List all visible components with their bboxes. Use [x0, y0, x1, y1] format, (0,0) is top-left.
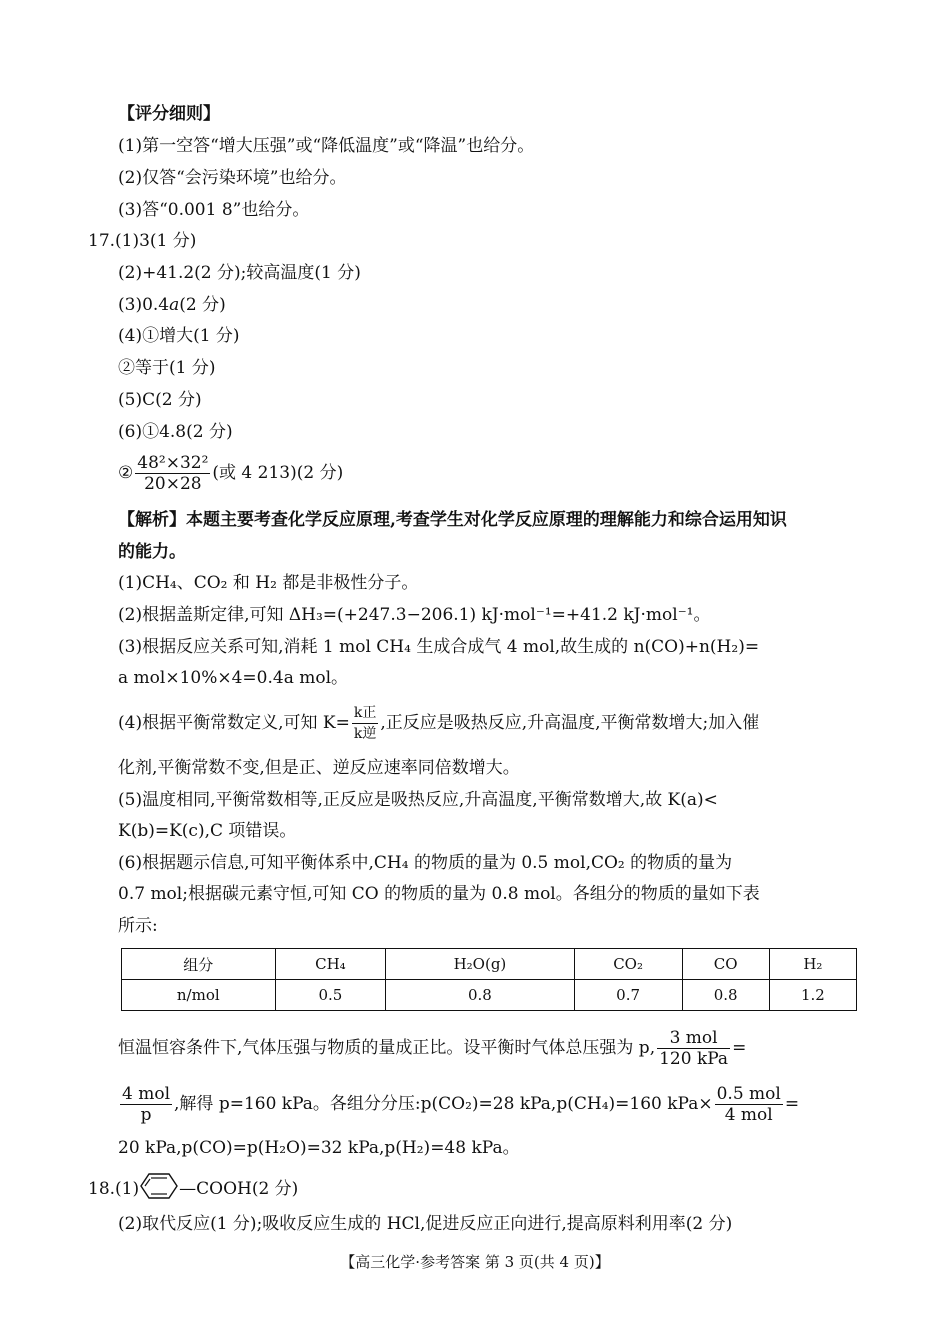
- table-header-cell: CH₄: [275, 949, 386, 980]
- analysis-p3b: a mol×10%×4=0.4a mol。: [118, 668, 349, 688]
- table-header-cell: CO: [682, 949, 769, 980]
- table-cell: 0.7: [574, 980, 682, 1011]
- analysis-p5a: (5)温度相同,平衡常数相等,正反应是吸热反应,升高温度,平衡常数增大,故 K(a)<: [118, 790, 718, 810]
- fraction: $\frac{\text{48²×32²}}{20\times 28}$: [137, 453, 209, 494]
- analysis-p6a: (6)根据题示信息,可知平衡体系中,CH₄ 的物质的量为 0.5 mol,CO₂ 的物质的量为: [118, 853, 733, 873]
- q18-answer-1: 18.(1) —COOH(2 分): [88, 1172, 298, 1207]
- analysis-p6c: 所示:: [118, 916, 158, 936]
- analysis-heading: 【解析】本题主要考查化学反应原理,考查学生对化学反应原理的理解能力和综合运用知识: [118, 510, 787, 530]
- after-line-1: 恒温恒容条件下,气体压强与物质的量成正比。设平衡时气体总压强为 p, $\frac{\text{3 mol}}{\text{120 kPa}}$ =: [118, 1028, 747, 1069]
- fraction: $\frac{\text{4 mol}}{p}$: [122, 1084, 171, 1125]
- table-cell: 0.8: [386, 980, 574, 1011]
- table-cell: 0.5: [275, 980, 386, 1011]
- analysis-p6b: 0.7 mol;根据碳元素守恒,可知 CO 的物质的量为 0.8 mol。各组分的物质的量如下表: [118, 884, 760, 904]
- table-header-cell: H₂O(g): [386, 949, 574, 980]
- table-cell: 1.2: [769, 980, 856, 1011]
- q17-answer-6-1: (6)①4.8(2 分): [118, 422, 233, 442]
- table-header-row: [122, 949, 857, 980]
- q17-answer-5: (5)C(2 分): [118, 390, 202, 410]
- fraction: $\frac{\text{3 mol}}{\text{120 kPa}}$: [659, 1028, 729, 1069]
- after-line-3: 20 kPa,p(CO)=p(H₂O)=32 kPa,p(H₂)=48 kPa。: [118, 1138, 520, 1158]
- grading-item-3: (3)答“0.001 8”也给分。: [118, 200, 310, 220]
- fraction: $\frac{\text{0.5 mol}}{\text{4 mol}}$: [716, 1084, 781, 1125]
- table-row: [122, 980, 857, 1011]
- grading-item-1: (1)第一空答“增大压强”或“降低温度”或“降温”也给分。: [118, 136, 535, 156]
- q18-answer-2: (2)取代反应(1 分);吸收反应生成的 HCl,促进反应正向进行,提高原料利用率(2 分): [118, 1214, 733, 1234]
- table-cell: n/mol: [122, 980, 276, 1011]
- table-header-cell: 组分: [122, 949, 276, 980]
- analysis-p4a: (4)根据平衡常数定义,可知 K= $\frac{\text{k正}}{\text{k逆}}$ ,正反应是吸热反应,升高温度,平衡常数增大;加入催: [118, 705, 760, 742]
- q17-answer-3: (3)0.4a(2 分): [118, 295, 226, 315]
- analysis-p5b: K(b)=K(c),C 项错误。: [118, 821, 297, 841]
- q17-answer-1: 17.(1)3(1 分): [88, 231, 197, 251]
- page-footer: 【高三化学·参考答案 第 3 页(共 4 页)】: [340, 1253, 610, 1271]
- after-line-2: $\frac{\text{4 mol}}{p}$ ,解得 p=160 kPa。各组分分压:p(CO₂)=28 kPa,p(CH₄)=160 kPa× $\frac{\text{0.5 mol}}{\text{4 mol}}$ =: [122, 1084, 800, 1125]
- table-header-cell: CO₂: [574, 949, 682, 980]
- composition-table: [121, 948, 857, 1011]
- q17-answer-2: (2)+41.2(2 分);较高温度(1 分): [118, 263, 361, 283]
- grading-title: 【评分细则】: [118, 104, 220, 124]
- table-cell: 0.8: [682, 980, 769, 1011]
- analysis-heading-cont: 的能力。: [118, 542, 186, 562]
- analysis-p1: (1)CH₄、CO₂ 和 H₂ 都是非极性分子。: [118, 573, 419, 593]
- analysis-p3a: (3)根据反应关系可知,消耗 1 mol CH₄ 生成合成气 4 mol,故生成的 n(CO)+n(H₂)=: [118, 637, 760, 657]
- table-header-cell: H₂: [769, 949, 856, 980]
- fraction: $\frac{\text{k正}}{\text{k逆}}$: [353, 705, 377, 742]
- q17-answer-4-1: (4)①增大(1 分): [118, 326, 240, 346]
- grading-item-2: (2)仅答“会污染环境”也给分。: [118, 168, 347, 188]
- analysis-p4b: 化剂,平衡常数不变,但是正、逆反应速率同倍数增大。: [118, 758, 520, 778]
- q17-answer-6-2: ② $\frac{\text{48²×32²}}{20\times 28}$ (或 4 213)(2 分): [118, 453, 344, 494]
- benzene-ring-icon: [139, 1172, 179, 1207]
- q17-answer-4-2: ②等于(1 分): [118, 358, 216, 378]
- analysis-p2: (2)根据盖斯定律,可知 ΔH₃=(+247.3−206.1) kJ·mol⁻¹=+41.2 kJ·mol⁻¹。: [118, 605, 711, 625]
